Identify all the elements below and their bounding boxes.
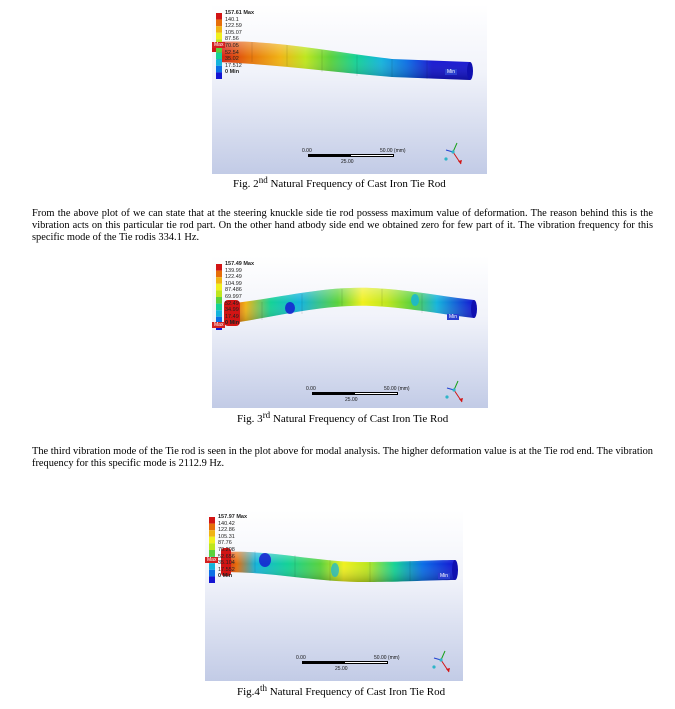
legend-swatch [216,13,222,20]
legend-value: 105.07 [225,29,242,36]
legend-swatch [216,66,222,73]
legend-swatch [209,563,215,570]
legend-colorbar [216,264,222,330]
legend-swatch [216,290,222,297]
legend-swatch [209,576,215,583]
paragraph-2: The third vibration mode of the Tie rod is seen in the plot above for modal analysis. The higher deformation value is at the Tie rod end. The vibration frequency for this specific mode is 2112.9 Hz. [32,446,653,470]
legend-swatch [216,26,222,33]
legend-value: 140.42 [218,520,235,527]
legend-value: 34.99 [225,307,239,314]
legend-value: 0 Min [218,573,233,580]
legend-swatch [216,72,222,79]
legend-value: 35.02 [225,56,239,63]
min-tag: Min [449,314,458,320]
legend-colorbar [209,517,215,583]
axis-triad-icon [431,648,455,674]
scale-mid-label: 25.00 [345,397,358,403]
scale-bar [306,386,426,406]
legend-swatch [209,537,215,544]
legend-value: 17.552 [218,566,235,573]
legend-value: 87.56 [225,36,239,43]
scale-bar-graphic [312,392,398,395]
legend-value: 52.49 [225,300,239,307]
legend-swatch [209,570,215,577]
scale-right-label: 50.00 (mm) [374,655,400,661]
legend-value: 69.997 [225,293,242,300]
figure-fig-4 [205,510,463,681]
legend-value: 52.54 [225,49,239,56]
scale-mid-label: 25.00 [341,159,354,165]
legend-value: 17.49 [225,313,239,320]
legend-value: 0 Min [225,320,240,327]
legend-value: 157.97 Max [218,514,248,520]
legend-swatch [216,59,222,66]
scale-right-label: 50.00 (mm) [384,386,410,392]
scale-left-label: 0.00 [306,386,316,392]
legend-value: 105.31 [218,533,235,540]
max-tag: Max [214,322,224,328]
legend-value: 157.61 Max [225,10,255,16]
legend-swatch [209,517,215,524]
legend-swatch [216,264,222,271]
legend-value: 35.104 [218,560,235,567]
figure-fig-2 [212,4,487,174]
min-tag: Min [440,573,449,579]
legend-swatch [216,310,222,317]
caption-fig-3: Fig. 3rd Natural Frequency of Cast Iron Tie Rod [237,410,449,425]
legend-value: 122.49 [225,274,242,281]
scale-right-label: 50.00 (mm) [380,148,406,154]
legend-swatch [216,53,222,60]
scale-bar-graphic [308,154,394,157]
legend-swatch [216,277,222,284]
legend-swatch [216,20,222,27]
max-tag: Max [214,42,224,48]
legend-value: 140.1 [225,16,239,23]
legend-value: 139.99 [225,267,242,274]
legend-swatch [216,304,222,311]
legend-value: 87.76 [218,540,232,547]
legend-swatch [209,530,215,537]
legend-swatch [216,297,222,304]
scale-mid-label: 25.00 [335,666,348,672]
legend-swatch [209,550,215,557]
caption-fig-4: Fig.4th Natural Frequency of Cast Iron Tie Rod [237,683,446,698]
legend-swatch [216,33,222,40]
legend-value: 17.512 [225,62,242,69]
scale-bar-graphic [302,661,388,664]
caption-fig-2: Fig. 2nd Natural Frequency of Cast Iron Tie Rod [233,175,446,190]
legend-value: 70.208 [218,546,235,553]
legend-swatch [216,284,222,291]
paragraph-1: From the above plot of we can state that at the steering knuckle side tie rod possess maximum value of deformation. The reason behind this is the vibration acts on this particular tie rod part. On the other hand atbody side end we obtained zero for few part of it. The vibration frequency for this specific mode of the Tie rodis 334.1 Hz. [32,208,653,244]
legend-value: 157.49 Max [225,261,255,267]
legend-value: 70.05 [225,42,239,49]
scale-bar [302,148,422,168]
legend-value: 87.486 [225,287,242,294]
axis-triad-icon [443,140,467,166]
figure-fig-3 [212,256,488,408]
legend-swatch [216,271,222,278]
scale-bar [296,655,416,675]
legend-value: 122.59 [225,23,242,30]
legend-value: 52.656 [218,553,235,560]
legend-value: 104.99 [225,280,242,287]
scale-left-label: 0.00 [302,148,312,154]
legend-swatch [209,524,215,531]
max-tag: Max [207,557,217,563]
legend-swatch [209,543,215,550]
axis-triad-icon [444,378,468,404]
legend-value: 122.86 [218,527,235,534]
scale-left-label: 0.00 [296,655,306,661]
legend-value: 0 Min [225,69,240,76]
min-tag: Min [447,69,456,75]
